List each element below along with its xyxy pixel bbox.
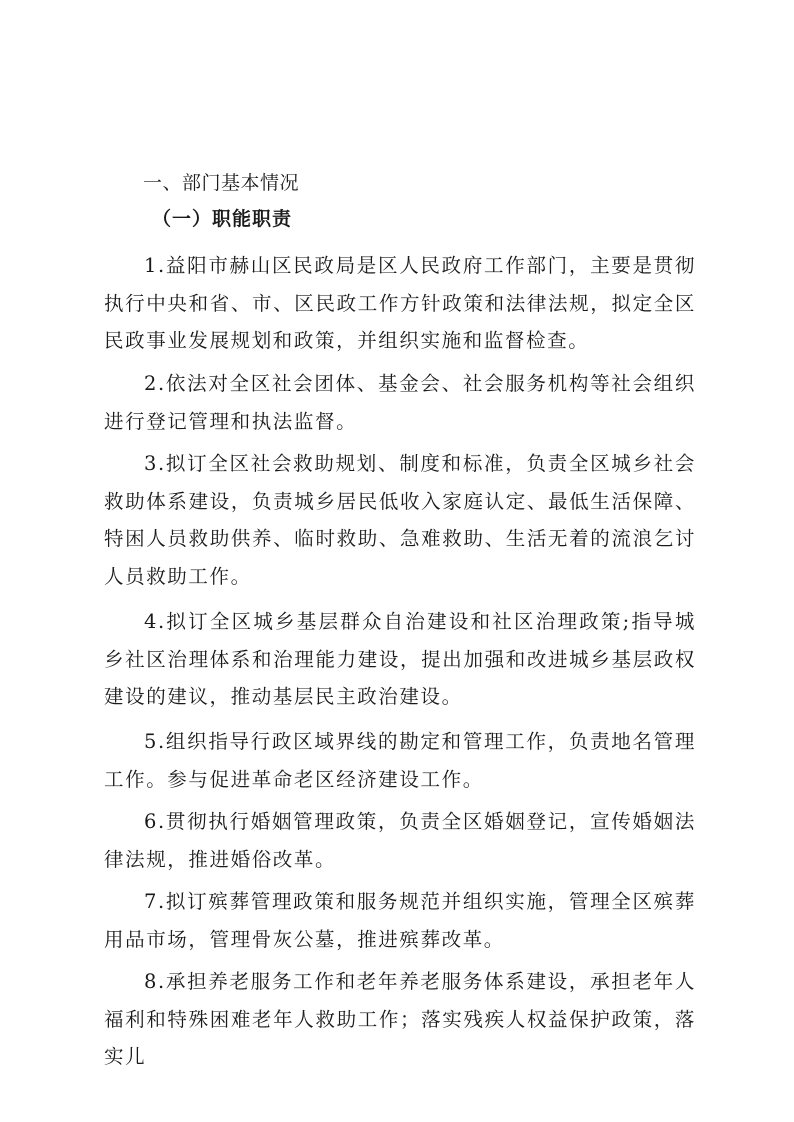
paragraph-3: 3.拟订全区社会救助规划、制度和标准，负责全区城乡社会救助体系建设，负责城乡居民低收入家庭认定、最低生活保障、特困人员救助供养、临时救助、急难救助、生活无着的流浪乞讨人员救助工作。 — [104, 452, 696, 588]
paragraph-5: 5.组织指导行政区域界线的勘定和管理工作，负责地名管理工作。参与促进革命老区经济建设工作。 — [104, 730, 696, 791]
paragraph-4: 4.拟订全区城乡基层群众自治建设和社区治理政策;指导城乡社区治理体系和治理能力建设，提出加强和改进城乡基层政权建设的建议，推动基层民主政治建设。 — [104, 610, 696, 708]
paragraph-7: 7.拟订殡葬管理政策和服务规范并组织实施，管理全区殡葬用品市场，管理骨灰公墓，推进殡葬改革。 — [104, 890, 696, 951]
subsection-heading: （一）职能职责 — [152, 208, 293, 230]
paragraph-6: 6.贯彻执行婚姻管理政策，负责全区婚姻登记，宣传婚姻法律法规，推进婚俗改革。 — [104, 810, 696, 871]
section-heading: 一、部门基本情况 — [143, 172, 300, 194]
paragraph-1: 1.益阳市赫山区民政局是区人民政府工作部门，主要是贯彻执行中央和省、市、区民政工作方针政策和法律法规，拟定全区民政事业发展规划和政策，并组织实施和监督检查。 — [104, 254, 696, 352]
paragraph-2: 2.依法对全区社会团体、基金会、社会服务机构等社会组织进行登记管理和执法监督。 — [104, 372, 696, 433]
paragraph-8: 8.承担养老服务工作和老年养老服务体系建设，承担老年人福利和特殊困难老年人救助工作；落实残疾人权益保护政策，落实儿 — [104, 970, 696, 1068]
